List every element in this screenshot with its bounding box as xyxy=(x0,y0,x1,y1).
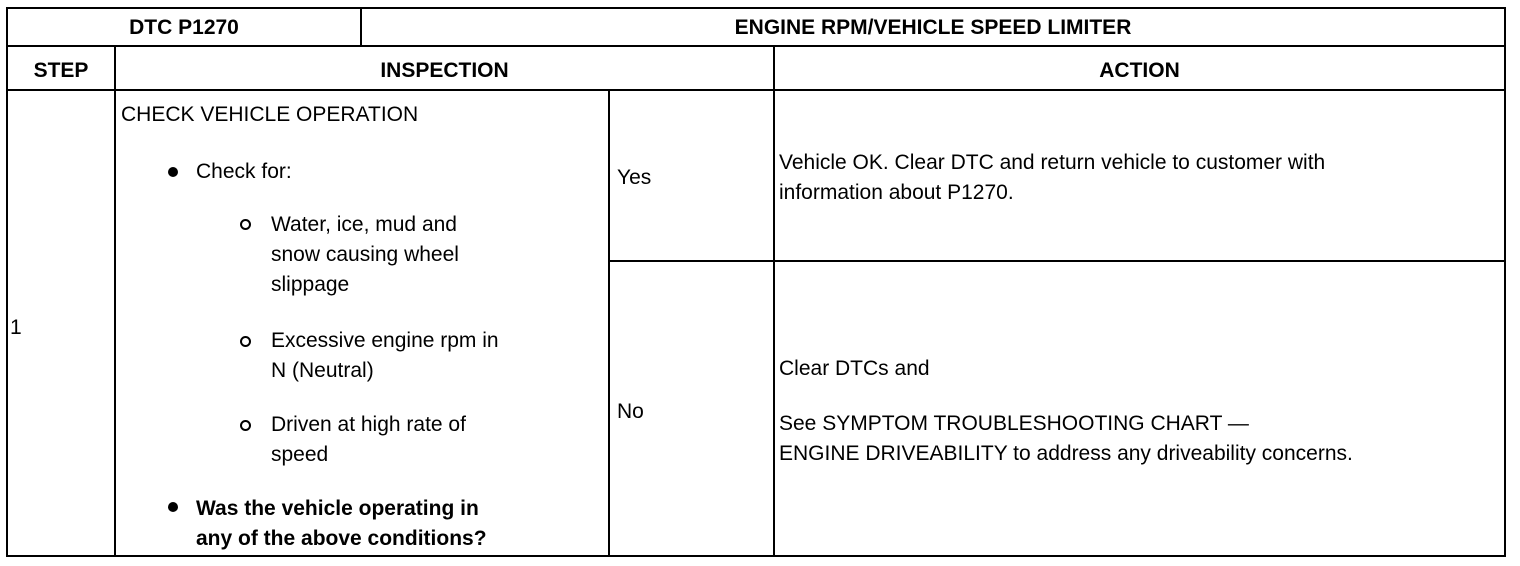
no-action-line-3: ENGINE DRIVEABILITY to address any driveability concerns. xyxy=(779,442,1353,465)
circle-bullet-icon xyxy=(240,219,251,230)
inspection-column-header: INSPECTION xyxy=(380,59,509,82)
answer-yes: Yes xyxy=(617,166,652,189)
answer-no: No xyxy=(617,400,644,423)
dtc-table xyxy=(6,7,1506,557)
question-line-2: any of the above conditions? xyxy=(196,527,487,550)
action-column-header: ACTION xyxy=(1099,59,1180,82)
no-action-line-1: Clear DTCs and xyxy=(779,357,930,380)
circle-bullet-icon xyxy=(240,336,251,347)
dtc-title: ENGINE RPM/VEHICLE SPEED LIMITER xyxy=(734,16,1132,39)
condition-1-line-3: slippage xyxy=(271,273,350,296)
header-divider xyxy=(8,45,1504,47)
step-column-divider xyxy=(114,45,116,555)
step-column-header: STEP xyxy=(33,59,89,82)
inspection-heading: CHECK VEHICLE OPERATION xyxy=(121,103,419,126)
condition-1-line-2: snow causing wheel xyxy=(271,243,459,266)
answer-column-divider xyxy=(608,91,610,555)
yes-action-line-2: information about P1270. xyxy=(779,181,1014,204)
condition-1-line-1: Water, ice, mud and xyxy=(271,213,457,236)
condition-3-line-2: speed xyxy=(271,443,329,466)
dtc-code: DTC P1270 xyxy=(129,16,239,39)
bullet-icon xyxy=(168,502,178,512)
action-column-divider xyxy=(773,45,775,555)
no-action-line-2: See SYMPTOM TROUBLESHOOTING CHART — xyxy=(779,412,1249,435)
yes-no-divider xyxy=(608,260,1504,262)
yes-action-line-1: Vehicle OK. Clear DTC and return vehicle to customer with xyxy=(779,151,1326,174)
step-number: 1 xyxy=(10,316,22,339)
circle-bullet-icon xyxy=(240,420,251,431)
column-header-divider xyxy=(8,89,1504,91)
check-for-label: Check for: xyxy=(196,160,292,183)
condition-2-line-1: Excessive engine rpm in xyxy=(271,329,499,352)
question-line-1: Was the vehicle operating in xyxy=(196,497,479,520)
condition-2-line-2: N (Neutral) xyxy=(271,359,374,382)
bullet-icon xyxy=(168,167,178,177)
condition-3-line-1: Driven at high rate of xyxy=(271,413,466,436)
